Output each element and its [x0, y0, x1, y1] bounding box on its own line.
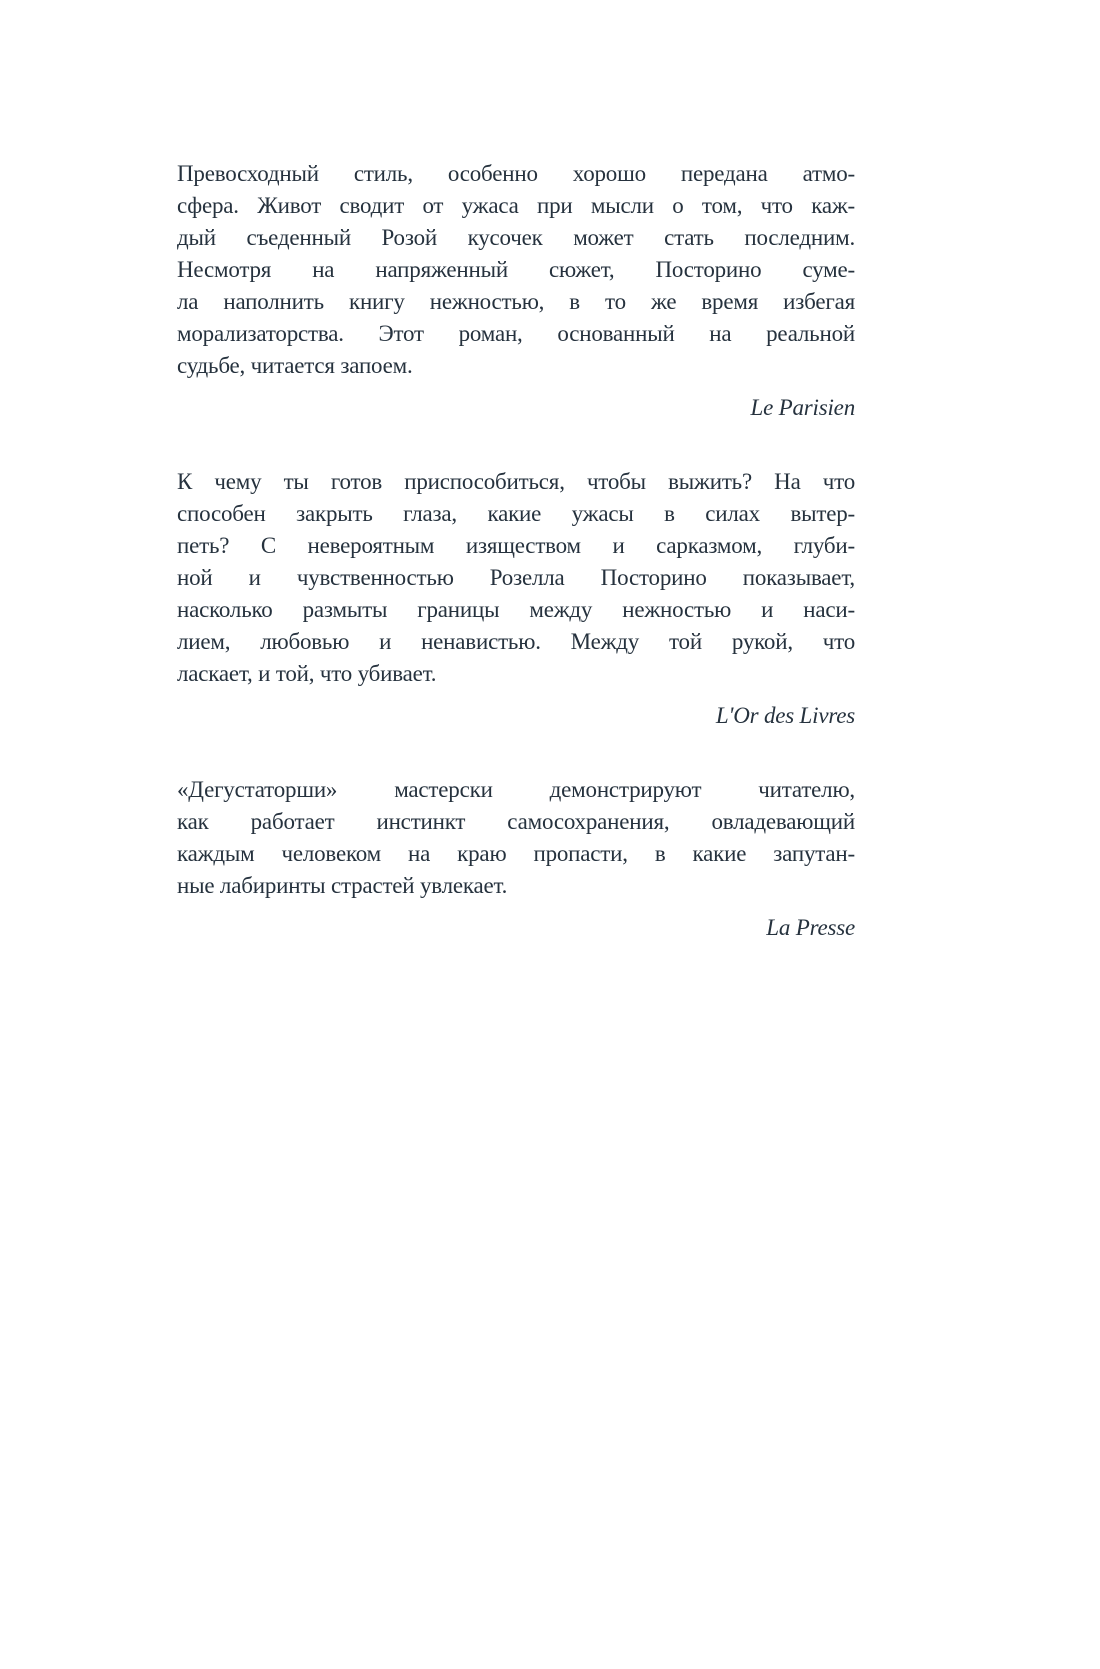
review-attribution: La Presse: [766, 915, 855, 940]
review-line: Превосходный стиль, особенно хорошо передана атмо-: [177, 161, 855, 186]
review-quote-lor-des-livres: [177, 466, 855, 732]
review-line: лием, любовью и ненавистью. Между той рукой, что: [177, 629, 855, 654]
review-line: морализаторства. Этот роман, основанный на реальной: [177, 321, 855, 346]
review-quote-la-presse: [177, 774, 855, 944]
reviews-block: [177, 158, 855, 944]
review-line: как работает инстинкт самосохранения, овладевающий: [177, 809, 855, 834]
review-line: ной и чувственностью Розелла Посторино показывает,: [177, 565, 855, 590]
review-attribution: Le Parisien: [750, 395, 855, 420]
review-line: каждым человеком на краю пропасти, в какие запутан-: [177, 841, 855, 866]
review-line: К чему ты готов приспособиться, чтобы выжить? На что: [177, 469, 855, 494]
review-line: дый съеденный Розой кусочек может стать последним.: [177, 225, 855, 250]
review-line: способен закрыть глаза, какие ужасы в силах вытер-: [177, 501, 855, 526]
review-line: насколько размыты границы между нежностью и наси-: [177, 597, 855, 622]
review-line: Несмотря на напряженный сюжет, Посторино суме-: [177, 257, 855, 282]
review-line: сфера. Живот сводит от ужаса при мысли о том, что каж-: [177, 193, 855, 218]
review-line: ные лабиринты страстей увлекает.: [177, 873, 508, 898]
review-line: ласкает, и той, что убивает.: [177, 661, 437, 686]
review-quote-le-parisien: [177, 158, 855, 424]
review-attribution: L'Or des Livres: [715, 703, 855, 728]
review-line: ла наполнить книгу нежностью, в то же время избегая: [177, 289, 855, 314]
review-line: «Дегустаторши» мастерски демонстрируют читателю,: [177, 777, 855, 802]
review-line: судьбе, читается запоем.: [177, 353, 413, 378]
review-line: петь? С невероятным изяществом и сарказмом, глуби-: [177, 533, 855, 558]
